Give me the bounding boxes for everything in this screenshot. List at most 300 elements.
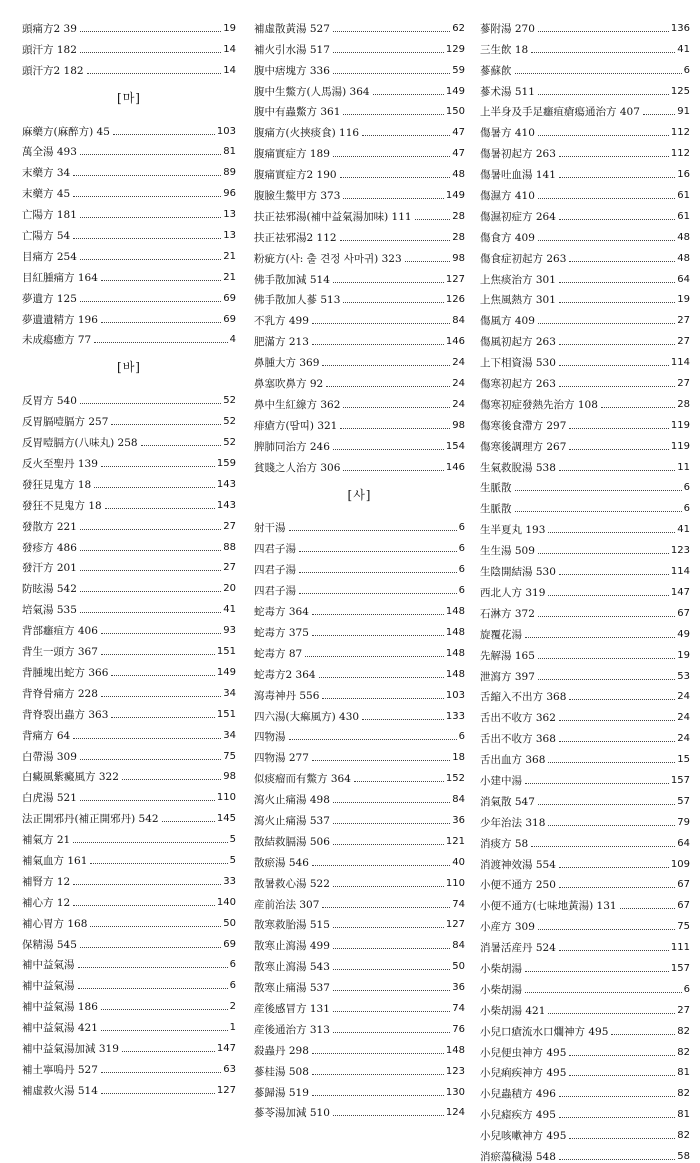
entry-name: 小産方 309 <box>480 921 535 934</box>
entry-name: 傷食症初起方 263 <box>480 252 567 265</box>
entry-name: 未成瘍癒方 77 <box>22 334 92 347</box>
index-entry <box>480 390 690 411</box>
entry-page-number: 6 <box>683 64 690 76</box>
dot-leader <box>559 574 669 575</box>
dot-leader <box>80 591 221 592</box>
dot-leader <box>559 177 675 178</box>
index-entry <box>254 973 465 994</box>
entry-name: 白虎湯 521 <box>22 792 77 805</box>
index-entry <box>480 1100 690 1121</box>
index-entry <box>254 618 465 639</box>
index-entry <box>480 515 690 536</box>
entry-name: 蛇毒方 364 <box>254 606 309 619</box>
entry-name: 背生一頭方 367 <box>22 646 98 659</box>
dot-leader <box>559 365 669 366</box>
entry-page-number: 27 <box>677 336 690 348</box>
dot-leader <box>362 135 450 136</box>
dot-leader <box>73 175 221 176</box>
entry-name: 佛手散加減 514 <box>254 273 330 286</box>
dot-leader <box>87 73 222 74</box>
entry-name: 扶正祛邪湯2 112 <box>254 231 337 244</box>
entry-name: 傷寒後調理方 267 <box>480 440 567 453</box>
dot-leader <box>73 842 227 843</box>
dot-leader <box>333 823 450 824</box>
entry-name: 補中益氣湯加減 319 <box>22 1042 119 1055</box>
entry-page-number: 114 <box>670 357 690 369</box>
entry-name: 小柴胡湯 <box>480 983 522 996</box>
index-entry <box>480 933 690 954</box>
entry-page-number: 48 <box>677 231 690 243</box>
entry-name: 消瘀蕩穢湯 548 <box>480 1150 556 1163</box>
entry-page-number: 67 <box>677 900 690 912</box>
dot-leader <box>515 490 682 491</box>
entry-name: 鼻塞吹鼻方 92 <box>254 378 324 391</box>
dot-leader <box>312 1053 444 1054</box>
index-entry <box>254 327 465 348</box>
entry-page-number: 125 <box>670 85 690 97</box>
section-heading: [사] <box>347 487 372 502</box>
entry-name: 上焦痰治方 301 <box>480 273 556 286</box>
dot-leader <box>105 508 215 509</box>
dot-leader <box>101 696 221 697</box>
entry-name: 發狂不見鬼方 18 <box>22 499 102 512</box>
index-entry <box>22 221 236 242</box>
entry-page-number: 62 <box>452 22 465 34</box>
index-entry <box>480 286 690 307</box>
entry-name: 散結救膈湯 506 <box>254 835 330 848</box>
entry-name: 生陰開結湯 530 <box>480 566 556 579</box>
entry-name: 反胃噎膈方(八味丸) 258 <box>22 437 138 450</box>
dot-leader <box>80 259 221 260</box>
entry-name: 小柴胡湯 421 <box>480 1004 546 1017</box>
index-entry <box>254 453 465 474</box>
entry-name: 蛇毒方2 364 <box>254 668 316 681</box>
entry-page-number: 63 <box>223 1063 236 1075</box>
entry-name: 貧賤之人治方 306 <box>254 461 341 474</box>
index-entry <box>254 639 465 660</box>
dot-leader <box>559 302 675 303</box>
entry-name: 傷寒初起方 263 <box>480 378 556 391</box>
entry-name: 散瘀湯 546 <box>254 856 309 869</box>
dot-leader <box>299 572 457 573</box>
entry-page-number: 88 <box>223 541 236 553</box>
entry-name: 蔘蘇飮 <box>480 64 512 77</box>
dot-leader <box>538 616 675 617</box>
entry-name: 少年治法 318 <box>480 816 546 829</box>
entry-page-number: 74 <box>452 898 465 910</box>
entry-page-number: 28 <box>677 398 690 410</box>
entry-page-number: 20 <box>223 583 236 595</box>
dot-leader <box>340 428 450 429</box>
entry-name: 殺蟲丹 298 <box>254 1044 309 1057</box>
dot-leader <box>362 719 444 720</box>
index-entry <box>480 160 690 181</box>
entry-page-number: 149 <box>216 666 236 678</box>
entry-page-number: 24 <box>677 691 690 703</box>
dot-leader <box>343 302 444 303</box>
entry-name: 上半身及手足癰疽瘡瘍通治方 407 <box>480 106 640 119</box>
entry-name: 上下相資湯 530 <box>480 357 556 370</box>
entry-name: 頭痛方2 39 <box>22 22 77 35</box>
dot-leader <box>548 825 675 826</box>
index-entry <box>480 557 690 578</box>
dot-leader <box>333 52 444 53</box>
entry-name: 補土寧嗚丹 527 <box>22 1063 98 1076</box>
dot-leader <box>122 1051 215 1052</box>
entry-page-number: 98 <box>223 771 236 783</box>
dot-leader <box>548 595 669 596</box>
entry-page-number: 159 <box>216 458 236 470</box>
entry-page-number: 157 <box>670 774 690 786</box>
index-entry <box>254 390 465 411</box>
entry-page-number: 50 <box>223 917 236 929</box>
entry-page-number: 69 <box>223 292 236 304</box>
dot-leader <box>312 614 444 615</box>
index-entry <box>22 263 236 284</box>
entry-page-number: 27 <box>223 562 236 574</box>
entry-page-number: 40 <box>452 856 465 868</box>
index-entry <box>22 721 236 742</box>
dot-leader <box>333 927 444 928</box>
entry-page-number: 130 <box>445 1086 465 1098</box>
index-entry <box>480 348 690 369</box>
dot-leader <box>415 219 451 220</box>
index-entry <box>480 787 690 808</box>
index-entry <box>22 305 236 326</box>
index-entry <box>480 599 690 620</box>
dot-leader <box>333 156 450 157</box>
entry-page-number: 58 <box>677 1150 690 1162</box>
entry-name: 傷濕方 410 <box>480 190 535 203</box>
dot-leader <box>559 344 675 345</box>
dot-leader <box>538 240 675 241</box>
dot-leader <box>80 570 221 571</box>
index-entry <box>480 244 690 265</box>
entry-name: 瀉火止痛湯 498 <box>254 794 330 807</box>
entry-page-number: 148 <box>445 668 465 680</box>
index-entry <box>480 306 690 327</box>
entry-name: 培氣湯 535 <box>22 604 77 617</box>
entry-name: 消暑活産丹 524 <box>480 942 556 955</box>
entry-name: 四君子湯 <box>254 564 296 577</box>
entry-name: 舌縮入不出方 368 <box>480 691 567 704</box>
entry-name: 萬全湯 493 <box>22 146 77 159</box>
index-entry <box>480 850 690 871</box>
index-entry <box>22 971 236 992</box>
index-entry <box>22 700 236 721</box>
index-entry <box>22 595 236 616</box>
dot-leader <box>101 322 221 323</box>
entry-name: 補心方 12 <box>22 896 71 909</box>
entry-page-number: 149 <box>445 85 465 97</box>
entry-page-number: 67 <box>677 607 690 619</box>
dot-leader <box>343 114 444 115</box>
dot-leader <box>73 738 221 739</box>
entry-name: 蔘附湯 270 <box>480 22 535 35</box>
entry-page-number: 103 <box>216 125 236 137</box>
dot-leader <box>559 1117 675 1118</box>
index-entry <box>480 808 690 829</box>
index-entry <box>254 1036 465 1057</box>
dot-leader <box>569 1138 675 1139</box>
index-entry <box>254 576 465 597</box>
index-entry <box>480 474 690 495</box>
entry-name: 射干湯 <box>254 522 286 535</box>
dot-leader <box>322 698 444 699</box>
entry-page-number: 24 <box>452 357 465 369</box>
index-entry <box>22 616 236 637</box>
entry-page-number: 75 <box>223 750 236 762</box>
entry-name: 産後感冒方 131 <box>254 1002 330 1015</box>
dot-leader <box>525 637 675 638</box>
dot-leader <box>299 593 457 594</box>
entry-name: 反火至聖丹 139 <box>22 458 98 471</box>
entry-name: 腹中痞塊方 336 <box>254 64 330 77</box>
dot-leader <box>538 679 675 680</box>
entry-name: 痱瘡方(땀띠) 321 <box>254 419 338 432</box>
entry-name: 上焦風熱方 301 <box>480 294 556 307</box>
index-entry <box>254 681 465 702</box>
entry-name: 生氣救脫湯 538 <box>480 461 556 474</box>
index-entry <box>480 327 690 348</box>
dot-leader <box>94 487 215 488</box>
index-entry <box>254 764 465 785</box>
entry-page-number: 49 <box>677 628 690 640</box>
entry-name: 傷暑吐血湯 141 <box>480 169 556 182</box>
index-entry <box>480 829 690 850</box>
dot-leader <box>340 177 451 178</box>
index-entry <box>22 1076 236 1097</box>
section-heading: [바] <box>117 360 141 375</box>
entry-page-number: 123 <box>670 545 690 557</box>
entry-name: 背脊骨痛方 228 <box>22 687 98 700</box>
dot-leader <box>548 1013 675 1014</box>
entry-page-number: 123 <box>445 1065 465 1077</box>
index-entry <box>22 512 236 533</box>
entry-name: 肥滿方 213 <box>254 336 309 349</box>
dot-leader <box>322 907 450 908</box>
index-entry <box>480 369 690 390</box>
entry-name: 補中益氣湯 <box>22 980 75 993</box>
dot-leader <box>80 154 221 155</box>
dot-leader <box>101 633 221 634</box>
dot-leader <box>559 741 675 742</box>
entry-page-number: 11 <box>677 461 690 473</box>
index-entry <box>22 117 236 138</box>
entry-name: 傷暑初起方 263 <box>480 148 556 161</box>
dot-leader <box>101 1030 228 1031</box>
entry-name: 旋覆花湯 <box>480 628 522 641</box>
dot-leader <box>78 967 228 968</box>
entry-name: 散寒止痛湯 537 <box>254 982 330 995</box>
entry-page-number: 27 <box>677 1004 690 1016</box>
dot-leader <box>101 1072 221 1073</box>
entry-name: 蔘术湯 511 <box>480 85 535 98</box>
entry-name: 四六湯(大痲風方) 430 <box>254 710 360 723</box>
index-entry <box>22 428 236 449</box>
index-entry <box>22 449 236 470</box>
entry-page-number: 19 <box>677 294 690 306</box>
entry-name: 産前治法 307 <box>254 898 320 911</box>
entry-page-number: 82 <box>677 1088 690 1100</box>
entry-name: 夢遺方 125 <box>22 292 77 305</box>
entry-name: 亡陽方 54 <box>22 230 71 243</box>
entry-page-number: 147 <box>216 1042 236 1054</box>
index-entry <box>480 1038 690 1059</box>
entry-page-number: 6 <box>683 983 690 995</box>
entry-name: 傷寒後食滯方 297 <box>480 419 567 432</box>
dot-leader <box>559 950 669 951</box>
index-entry <box>254 1078 465 1099</box>
index-entry <box>254 931 465 952</box>
index-entry <box>254 98 465 119</box>
entry-page-number: 148 <box>445 626 465 638</box>
dot-leader <box>73 238 221 239</box>
entry-name: 扶正祛邪湯(補中益氣湯加味) 111 <box>254 210 412 223</box>
index-entry <box>254 1057 465 1078</box>
index-entry <box>254 77 465 98</box>
entry-page-number: 47 <box>452 148 465 160</box>
index-entry <box>254 702 465 723</box>
entry-page-number: 110 <box>216 792 236 804</box>
index-entry <box>22 574 236 595</box>
entry-name: 蔘苓湯加減 510 <box>254 1107 330 1120</box>
dot-leader <box>319 677 444 678</box>
index-entry <box>480 1142 690 1163</box>
index-entry <box>254 160 465 181</box>
dot-leader <box>525 992 682 993</box>
index-entry <box>480 118 690 139</box>
index-entry <box>254 286 465 307</box>
dot-leader <box>101 466 215 467</box>
entry-name: 傷風方 409 <box>480 315 535 328</box>
entry-page-number: 81 <box>223 146 236 158</box>
dot-leader <box>354 781 444 782</box>
entry-name: 小兒便虫神方 495 <box>480 1046 567 1059</box>
entry-name: 散寒救胎湯 515 <box>254 919 330 932</box>
entry-page-number: 48 <box>677 252 690 264</box>
dot-leader <box>312 323 450 324</box>
entry-page-number: 14 <box>223 64 236 76</box>
entry-page-number: 18 <box>452 752 465 764</box>
entry-page-number: 146 <box>445 461 465 473</box>
section-heading: [마] <box>117 90 141 105</box>
entry-name: 舌出不收方 362 <box>480 712 556 725</box>
dot-leader <box>111 675 215 676</box>
entry-page-number: 147 <box>670 586 690 598</box>
index-entry <box>254 994 465 1015</box>
index-entry <box>480 662 690 683</box>
entry-page-number: 127 <box>445 919 465 931</box>
index-entry <box>254 244 465 265</box>
dot-leader <box>538 804 675 805</box>
entry-page-number: 81 <box>677 1067 690 1079</box>
entry-page-number: 50 <box>452 961 465 973</box>
dot-leader <box>80 759 221 760</box>
dot-leader <box>538 929 675 930</box>
entry-name: 背痛方 64 <box>22 729 71 742</box>
index-entry <box>22 909 236 930</box>
entry-name: 散暑救心湯 522 <box>254 877 330 890</box>
dot-leader <box>538 553 669 554</box>
dot-leader <box>620 908 676 909</box>
entry-name: 四君子湯 <box>254 585 296 598</box>
entry-page-number: 19 <box>223 22 236 34</box>
index-entry <box>254 869 465 890</box>
index-entry <box>480 77 690 98</box>
dot-leader <box>333 948 450 949</box>
index-entry <box>480 181 690 202</box>
dot-leader <box>80 403 221 404</box>
entry-name: 小兒口瘡流水口爛神方 495 <box>480 1025 609 1038</box>
entry-page-number: 52 <box>223 416 236 428</box>
index-entry <box>22 658 236 679</box>
entry-name: 發散方 221 <box>22 520 77 533</box>
index-entry <box>22 888 236 909</box>
index-entry <box>22 200 236 221</box>
entry-page-number: 6 <box>229 959 236 971</box>
entry-page-number: 148 <box>445 606 465 618</box>
dot-leader <box>333 990 450 991</box>
dot-leader <box>569 428 669 429</box>
entry-page-number: 36 <box>452 982 465 994</box>
entry-page-number: 109 <box>670 858 690 870</box>
dot-leader <box>538 135 669 136</box>
index-entry <box>254 139 465 160</box>
dot-leader <box>312 344 444 345</box>
index-entry <box>480 411 690 432</box>
index-entry <box>254 369 465 390</box>
entry-page-number: 14 <box>223 43 236 55</box>
entry-name: 小柴胡湯 <box>480 962 522 975</box>
entry-name: 生半夏丸 193 <box>480 524 546 537</box>
index-entry <box>480 703 690 724</box>
entry-name: 小兒蟲積方 496 <box>480 1088 556 1101</box>
index-entry <box>254 911 465 932</box>
entry-name: 發汗方 201 <box>22 562 77 575</box>
index-entry <box>254 14 465 35</box>
index-entry <box>254 514 465 535</box>
entry-name: 蔘歸湯 519 <box>254 1086 309 1099</box>
index-entry <box>254 411 465 432</box>
dot-leader <box>312 1074 444 1075</box>
entry-page-number: 61 <box>677 210 690 222</box>
index-entry <box>254 785 465 806</box>
index-entry <box>254 806 465 827</box>
entry-name: 腹痛實症方2 190 <box>254 169 337 182</box>
entry-name: 鼻中生紅線方 362 <box>254 398 341 411</box>
entry-page-number: 6 <box>458 585 465 597</box>
entry-page-number: 33 <box>223 875 236 887</box>
index-entry <box>254 181 465 202</box>
entry-page-number: 84 <box>452 794 465 806</box>
dot-leader <box>101 1093 215 1094</box>
entry-page-number: 127 <box>445 273 465 285</box>
entry-page-number: 127 <box>216 1084 236 1096</box>
index-column-2 <box>254 14 465 1119</box>
dot-leader <box>90 926 221 927</box>
dot-leader <box>643 114 675 115</box>
index-entry <box>480 14 690 35</box>
entry-name: 石淋方 372 <box>480 607 535 620</box>
dot-leader <box>559 720 675 721</box>
dot-leader <box>333 282 444 283</box>
entry-name: 小兒瘧疾方 495 <box>480 1109 556 1122</box>
entry-page-number: 96 <box>223 188 236 200</box>
entry-name: 瀉毒神丹 556 <box>254 689 320 702</box>
entry-page-number: 6 <box>683 503 690 515</box>
entry-name: 保精湯 545 <box>22 938 77 951</box>
